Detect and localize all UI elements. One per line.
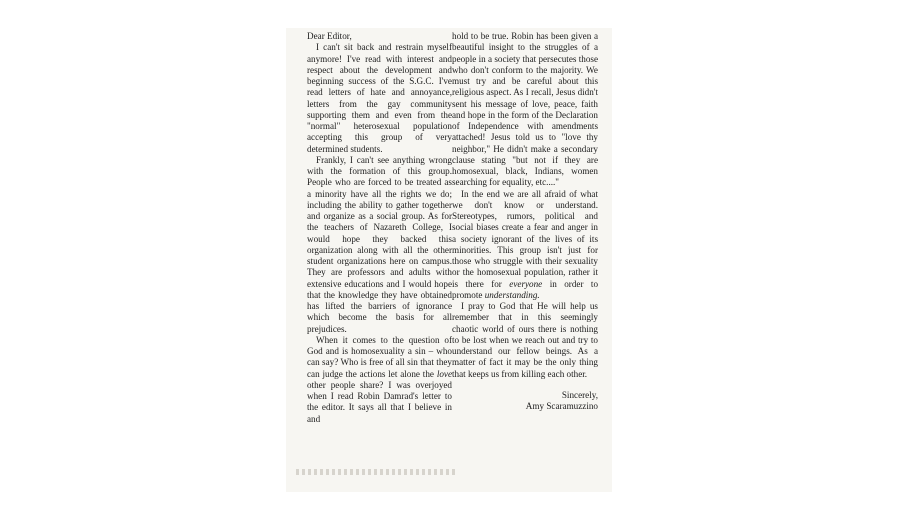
newspaper-clipping [286, 28, 612, 492]
paragraph-4-text-a: In the end we are all afraid of what we don't know or understand. Stereotypes, rumors, political and social biases create a fear and anger in a society ignorant of the lives of its minorities. This group isn't just for those who struggle with their sexuality or the homosexual population, rather it is there for [452, 188, 598, 289]
paragraph-2: Frankly, I can't see anything wrong with the formation of this group. People who are forced to be treated as a minority have all the rights we do; including the ability to gather together and organize as a social group. As for the teachers of Nazareth College, I would hope they backed this organization along with all the other student organizations here on campus. They are professors and adults with extensive educations and I would hope that the knowledge they have obtained has lifted the barriers of ignorance which become the basis for all prejudices. [307, 154, 452, 334]
paragraph-1: I can't sit back and restrain myself anymore! I've read with interest and respect about the development and beginning success of the S.G.C. I've read letters of hate and annoyance, letters from the gay community supporting them and even from the "normal" heterosexual population accepting this group of very determined students. [307, 42, 452, 154]
paragraph-4-text-b: in order to promote [452, 278, 599, 300]
closing: Sincerely, [561, 389, 598, 400]
paragraph-3-text-a: When it comes to the question of God and is homosexuality a sin – who can say? Who is free of all sin that they can judge the actions let alone the [307, 334, 452, 379]
paragraph-5: I pray to God that He will help us remember that in this seemingly chaotic world of ours there is nothing to be lost when we reach out and try to understand our fellow beings. As a matter of fact it may be the only thing that keeps us from killing each other. [452, 301, 598, 379]
paragraph-3 [307, 335, 452, 425]
paragraph-3-text-b: other people share? I was overjoyed when I read Robin Damrad's letter to the editor. It says all that I believe in and [307, 379, 452, 424]
letter-column-right [452, 31, 598, 412]
paragraph-3-continued: hold to be true. Robin has been given a beautiful insight to the struggles of a people in a society that persecutes those who don't conform to the majority. We must try and be careful about this religious aspect. As I recall, Jesus didn't sent his message of love, peace, faith and hope in the form of the Declaration of Independence with amendments attached! Jesus told us to "love thy neighbor," He didn't make a secondary clause stating "but not if they are homosexual, black, Indians, women searching for equality, etc...." [452, 31, 598, 188]
salutation: Dear Editor, [307, 31, 352, 41]
emphasis-understanding: understanding. [484, 289, 540, 300]
scan-artifact-dots [296, 469, 456, 475]
signature: Amy Scaramuzzino [525, 401, 598, 411]
letter-column-left [307, 31, 452, 425]
paragraph-4 [452, 189, 598, 302]
emphasis-everyone: everyone [509, 278, 543, 289]
emphasis-love: love [436, 368, 453, 379]
